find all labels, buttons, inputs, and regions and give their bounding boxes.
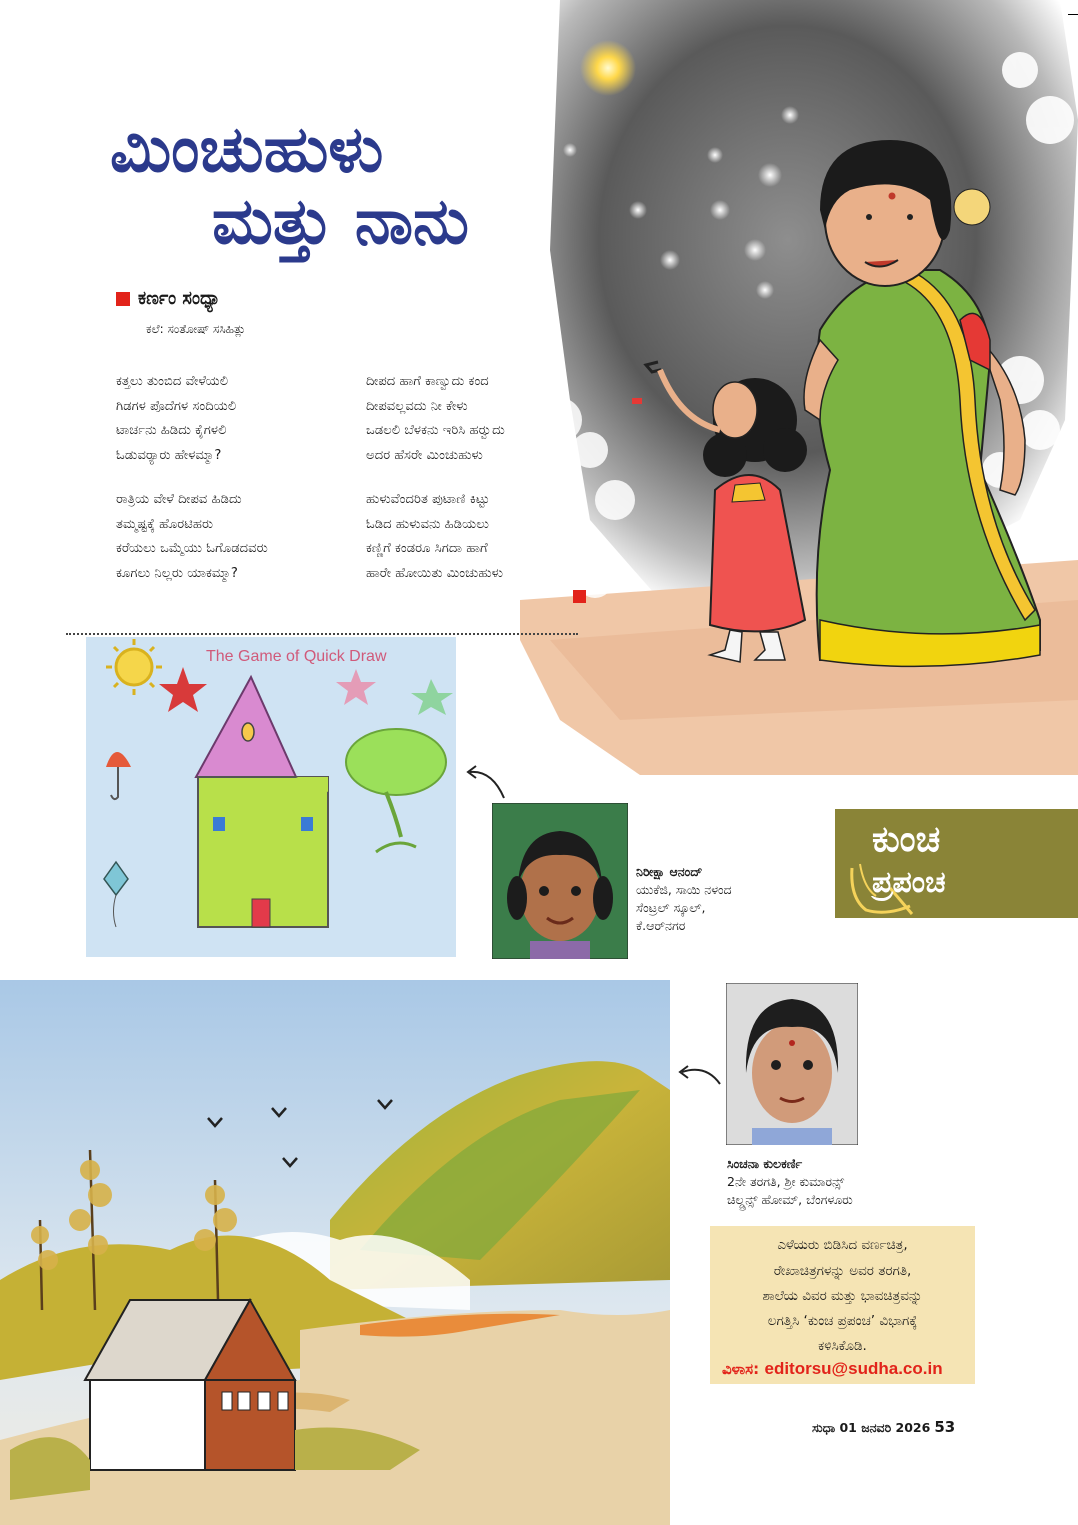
artist-credit [636,863,732,935]
poem-line: ಹುಳುವೆಂದರಿತ ಪುಟಾಣಿ ಕಿಟ್ಟು [366,492,490,507]
poem-stanza [116,488,268,586]
article-title-line1: ಮಿಂಚುಹುಳು [110,113,384,187]
artist-class: ಯುಕೆಜಿ, ಸಾಯಿ ನಳಂದ [636,882,732,897]
artist-credit [727,1155,853,1209]
child-drawing-landscape [0,980,670,1525]
drawing-caption: The Game of Quick Draw [206,648,387,665]
info-line: ಕಳಿಸಿಕೊಡಿ. [818,1338,867,1354]
info-line: ಶಾಲೆಯ ವಿವರ ಮತ್ತು ಭಾವಚಿತ್ರವನ್ನು [762,1288,923,1304]
poem-line: ತಮ್ಮಷ್ಟಕ್ಕೆ ಹೊರಟಿಹರು [116,516,214,532]
artist-place: ಕೆ.ಆರ್‌ನಗರ [636,918,686,933]
author-name: ಕರ್ಣಂ ಸಂಧ್ಯಾ [138,288,221,309]
email-link[interactable]: editorsu@sudha.co.in [764,1359,943,1378]
info-line: ರೇಖಾಚಿತ್ರಗಳನ್ನು ಅವರ ತರಗತಿ, [773,1263,912,1279]
poem-line: ಕಣ್ಣಿಗೆ ಕಂಡರೂ ಸಿಗದಾ ಹಾಗೆ [366,541,488,556]
artist-place: ಚಿಲ್ಡ್ರನ್ಸ್ ಹೋಮ್, ಬೆಂಗಳೂರು [727,1192,853,1207]
poem-line: ಕೂಗಲು ನಿಲ್ಲರು ಯಾಕಮ್ಮಾ? [116,565,238,581]
poem-line: ಒಡಲಲಿ ಬೆಳಕನು ಇರಿಸಿ ಹರ್‍ವುದು [366,423,505,438]
artist-photo [492,803,628,959]
poem-stanza [366,488,503,586]
poem-line: ಕರೆಯಲು ಒಮ್ಮೆಯು ಓಗೊಡದವರು [116,541,268,556]
dotted-divider [66,633,578,635]
artist-name: ನಿರೀಕ್ಷಾ ಆನಂದ್ [636,864,703,879]
poem-line: ರಾತ್ರಿಯ ವೇಳೆ ದೀಪವ ಹಿಡಿದು [116,492,242,507]
firefly-glow [758,163,782,187]
artist-photo [726,983,858,1145]
poem-line: ಕತ್ತಲು ತುಂಬಿದ ವೇಳೆಯಲಿ [116,374,229,389]
poem-line: ಟಾರ್ಚನು ಹಿಡಿದು ಕೈಗಳಲಿ [116,423,227,438]
tree [346,729,446,795]
section-title-line2: ಪ್ರಪಂಚ [872,865,946,900]
sun [116,649,152,685]
poem-line: ದೀಪದ ಹಾಗೆ ಕಾಣ್ವುದು ಕಂದ [366,374,489,389]
poem-line: ಹಾರೇ ಹೋಯಿತು ಮಿಂಚುಹುಳು [366,565,504,581]
artist-school: ಸೆಂಟ್ರಲ್ ಸ್ಕೂಲ್, [636,900,706,915]
poem-line: ಓಡುವರ್‍ಯಾರು ಹೇಳಮ್ಮಾ? [116,447,222,463]
issue-date: ಸುಧಾ 01 ಜನವರಿ 2026 [812,1420,931,1435]
arrow-icon [676,1062,724,1086]
poem-line: ಅದರ ಹೆಸರೇ ಮಿಂಚುಹುಳು [366,447,483,463]
page-footer [812,1418,955,1436]
poem-line: ದೀಪವಲ್ಲವದು ನೀ ಕೇಳು [366,398,468,414]
art-credit: ಕಲೆ: ಸಂತೋಷ್ ಸಸಿಹಿತ್ಲು [146,322,246,336]
poem-line: ಓಡಿದ ಹುಳುವನು ಹಿಡಿಯಲು [366,516,489,532]
section-title-line1: ಕುಂಚ [872,819,941,860]
author-marker [116,292,130,306]
address-label: ವಿಳಾಸ: [722,1360,760,1378]
poem-line: ಗಿಡಗಳ ಪೊದೆಗಳ ಸಂದಿಯಲಿ [116,398,237,414]
artist-class-school: 2ನೇ ತರಗತಿ, ಶ್ರೀ ಕುಮಾರನ್ಸ್ [727,1174,845,1189]
submission-address [722,1359,943,1379]
article-title-line2: ಮತ್ತು ನಾನು [212,185,469,259]
child-drawing-house [86,637,456,957]
info-line: ಎಳೆಯರು ಬಿಡಿಸಿದ ವರ್ಣಚಿತ್ರ, [777,1237,908,1253]
page-number: 53 [934,1418,956,1436]
artist-name: ಸಿಂಚನಾ ಕುಲಕರ್ಣಿ [727,1156,803,1171]
article-end-marker [573,590,586,603]
arrow-icon [462,762,508,802]
cottage-wall [90,1380,205,1470]
info-line: ಲಗತ್ತಿಸಿ ‘ಕುಂಚ ಪ್ರಪಂಚ’ ವಿಭಾಗಕ್ಕೆ [767,1313,918,1329]
poem-stanza [366,370,505,468]
poem-stanza [116,370,236,468]
firefly-illustration [520,0,1078,775]
firefly-glow [580,40,636,96]
